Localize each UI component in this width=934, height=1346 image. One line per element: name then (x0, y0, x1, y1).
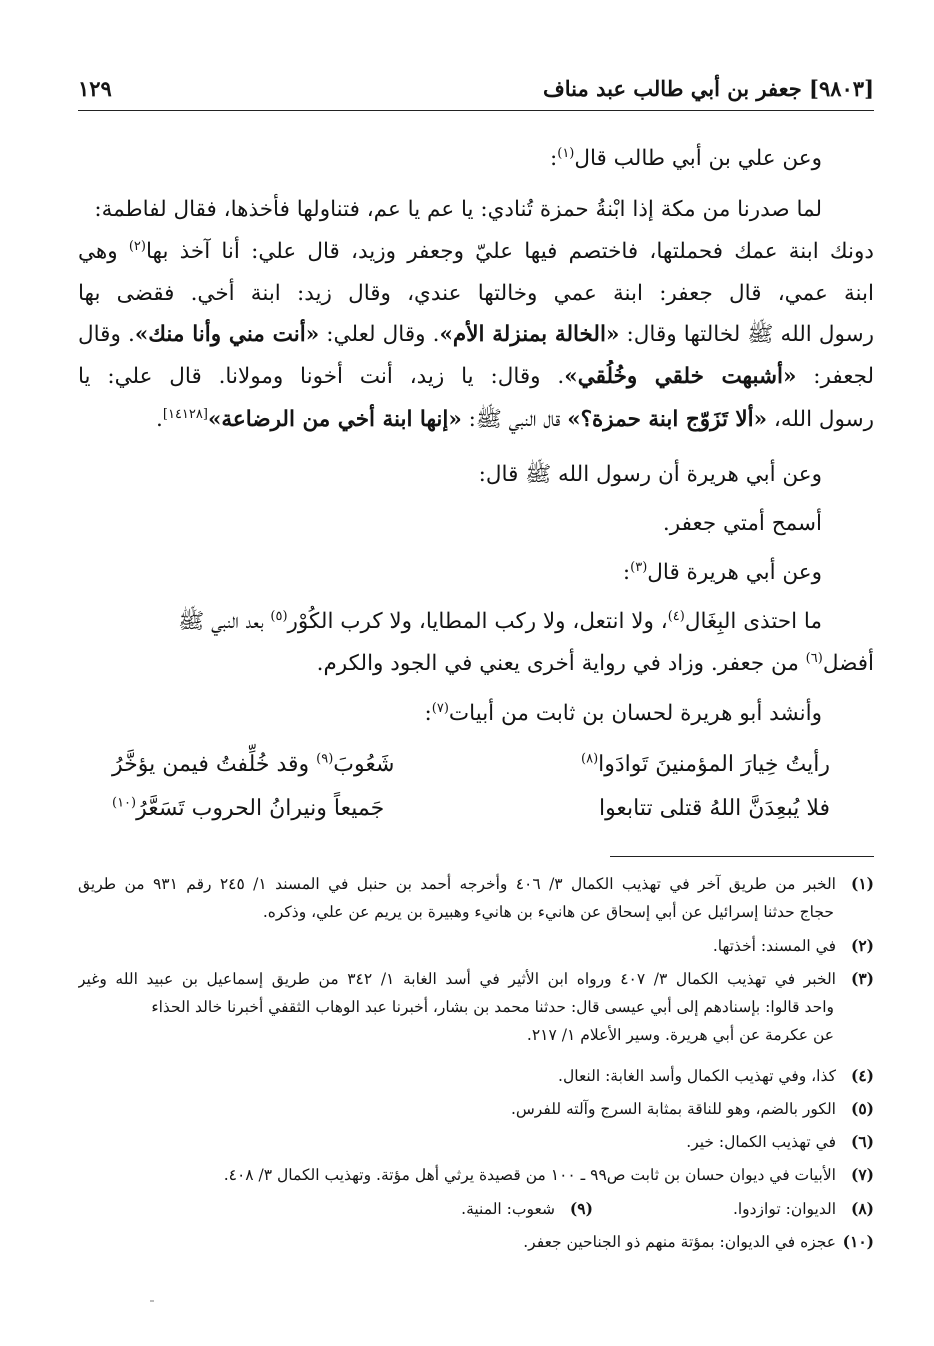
footnote-number: (٧) (850, 1165, 874, 1184)
text: : (424, 701, 432, 726)
text: : (549, 146, 558, 171)
text: أفضل (822, 651, 874, 676)
text: جَميعاً ونيرانُ الحروب تَسَعَّرُ (136, 796, 385, 821)
footnote-text: في تهذيب الكمال: خير. (686, 1133, 836, 1151)
text: رسول الله، (767, 407, 874, 432)
footnote-ref: (١٠) (112, 795, 137, 811)
footnote-number: (٢) (850, 936, 874, 955)
chapter-title: [٩٨٠٣] جعفر بن أبي طالب عبد مناف (543, 76, 874, 101)
text: من جعفر. وزاد في رواية أخرى يعني في الجود والكرم. (316, 651, 806, 676)
footnote-number: (٤) (850, 1066, 874, 1085)
footnote-10 (78, 1228, 874, 1258)
body-line-8: وعن أبي هريرة أن رسول الله ﷺ قال: (478, 462, 822, 487)
body-line-13 (78, 697, 822, 733)
body-line-1 (78, 142, 822, 178)
footnote-3-cont: واحد قالوا: بإسنادهم إلى أبي عيسى قال: حدثنا محمد بن بشار، أخبرنا عبد الوهاب الثقفي أخبرنا خالد الحذاء (151, 998, 834, 1016)
body-line-2: لما صدرنا من مكة إذا ابْنةُ حمزة تُنادي: يا عم يا عم، فتناولها فأخذها، فقال لفاطمة: (94, 197, 822, 222)
footnote-ref: (٨) (581, 751, 599, 767)
hadith-number: [١٤١٢٨] (162, 406, 208, 422)
text: . وقال: يا زيد، أنت أخونا ومولانا. قال علي: يا (78, 364, 565, 389)
footnote-3 (78, 965, 874, 995)
body-line-4: ابنة عمي، قال جعفر: ابنة عمي وخالتها عندي، وقال زيد: ابنة أخي. فقضى بها (78, 281, 874, 306)
text: وأنشد أبو هريرة لحسان بن ثابت من أبيات (448, 701, 822, 726)
verse-1-second-hemistich (112, 748, 394, 784)
footnote-ref: (٢) (128, 238, 146, 254)
footnote-ref: (٧) (431, 700, 449, 716)
text: وعن علي بن أبي طالب قال (574, 146, 822, 171)
verse-2-first-hemistich: فلا يُبعِدَنَّ اللهُ قتلى تتابعوا (598, 796, 830, 821)
footnote-4 (78, 1062, 874, 1092)
scan-speck (150, 1300, 154, 1302)
page-header (78, 76, 874, 106)
footnote-text: الخبر من طريق آخر في تهذيب الكمال ٣/ ٤٠٦ وأخرجه أحمد بن حنبل في المسند ١/ ٢٤٥ رقم ٩٣١ من طريق (78, 875, 836, 893)
text: وعن أبي هريرة قال (647, 560, 822, 585)
footnote-number: (٣) (850, 969, 874, 988)
footnote-2 (78, 932, 874, 962)
body-line-11 (78, 605, 822, 641)
footnote-number: (١) (850, 874, 874, 893)
text: وقد خُلِّفتُ فيمن يؤخَّرُ (112, 752, 317, 777)
text: . وقال لعلي: (319, 322, 440, 347)
text: . (156, 407, 163, 432)
footnote-number: (٦) (850, 1132, 874, 1151)
footnote-text: الديوان: توازدوا. (732, 1200, 836, 1218)
text: لجعفر: (796, 364, 874, 389)
body-line-12 (78, 647, 874, 683)
footnote-number: (١٠) (842, 1232, 874, 1251)
footnote-ref: (٣) (630, 559, 648, 575)
hadith-quote: «أشبهت خلقي وخُلُقي» (564, 364, 797, 389)
body-line-9: أسمح أمتي جعفر. (662, 511, 822, 536)
footnote-text: الكور بالضم، وهو للناقة بمثابة السرج وآلته للفرس. (510, 1100, 836, 1118)
text: : (622, 560, 631, 585)
verse-2-second-hemistich (112, 792, 384, 828)
text: ما احتذى البِغَال (684, 609, 822, 634)
body-line-7 (78, 403, 874, 439)
page-number: ١٢٩ (78, 76, 112, 101)
text: شَعُوبَ (333, 752, 395, 777)
body-line-3 (78, 235, 874, 271)
text: وهي (78, 239, 129, 264)
footnote-3-cont-2: عن عكرمة عن أبي هريرة. وسير الأعلام ١/ ٢١٧. (526, 1026, 834, 1044)
footnote-ref: (٦) (805, 650, 823, 666)
text: بعد النبي ﷺ (178, 609, 271, 634)
text: قال النبي ﷺ: (461, 407, 568, 432)
footnote-text: شعوب: المنية. (461, 1200, 555, 1218)
body-line-6 (78, 360, 874, 396)
body-line-10 (78, 556, 822, 592)
footnotes-8-9 (461, 1195, 874, 1223)
footnote-text: الأبيات في ديوان حسان بن ثابت ص٩٩ ـ ١٠٠ من قصيدة يرثي أهل مؤتة. وتهذيب الكمال ٣/ ٤٠٨. (223, 1166, 836, 1184)
footnote-ref: (٤) (667, 608, 685, 624)
footnote-text: في المسند: أخذتها. (712, 937, 836, 955)
hadith-quote: «الخالة بمنزلة الأم» (439, 322, 620, 347)
verse-1-first-hemistich (581, 748, 830, 784)
footnote-ref: (٥) (270, 608, 288, 624)
footnote-ref: (٩) (316, 751, 334, 767)
text: رسول الله ﷺ لخالتها وقال: (619, 322, 874, 347)
hadith-quote: «ألا تَزَوّج ابنة حمزة؟» (567, 407, 768, 432)
footnote-ref: (١) (557, 145, 575, 161)
footnote-text: كذا، وفي تهذيب الكمال وأسد الغابة: النعال. (558, 1067, 836, 1085)
footnote-text: عجزه في الديوان: بمؤتة منهم ذو الجناحين جعفر. (523, 1233, 836, 1251)
footnote-divider (610, 856, 874, 857)
footnote-text: الخبر في تهذيب الكمال ٣/ ٤٠٧ ورواه ابن الأثير في أسد الغابة ١/ ٣٤٢ من طريق إسماعيل بن عبيد الله وغير (78, 970, 836, 988)
hadith-quote: «أنت مني وأنا منك» (134, 322, 320, 347)
footnote-7 (78, 1161, 874, 1191)
hadith-quote: «إنها ابنة أخي من الرضاعة» (207, 407, 462, 432)
body-line-5 (78, 318, 874, 354)
text: ، ولا انتعل، ولا ركب المطايا، ولا كرب الكُوْر (287, 609, 668, 634)
footnote-6 (78, 1128, 874, 1158)
footnote-number: (٥) (850, 1099, 874, 1118)
text: دونك ابنة عمك فحملتها، فاختصم فيها عليّ وجعفر وزيد، قال علي: أنا آخذ بها (145, 239, 874, 264)
text: . وقال (78, 322, 135, 347)
text: رأيتُ خِيارَ المؤمنينَ تَوادَوا (598, 752, 830, 777)
footnote-1 (78, 870, 874, 900)
footnote-number: (٨) (850, 1199, 874, 1218)
footnote-5 (78, 1095, 874, 1125)
header-divider (78, 110, 874, 111)
footnote-1-cont: حجاج حدثنا إسرائيل عن أبي إسحاق عن هانيء بن هانيء وهبيرة بن يريم عن علي، وذكره. (262, 903, 834, 921)
footnote-number: (٩) (569, 1199, 593, 1218)
